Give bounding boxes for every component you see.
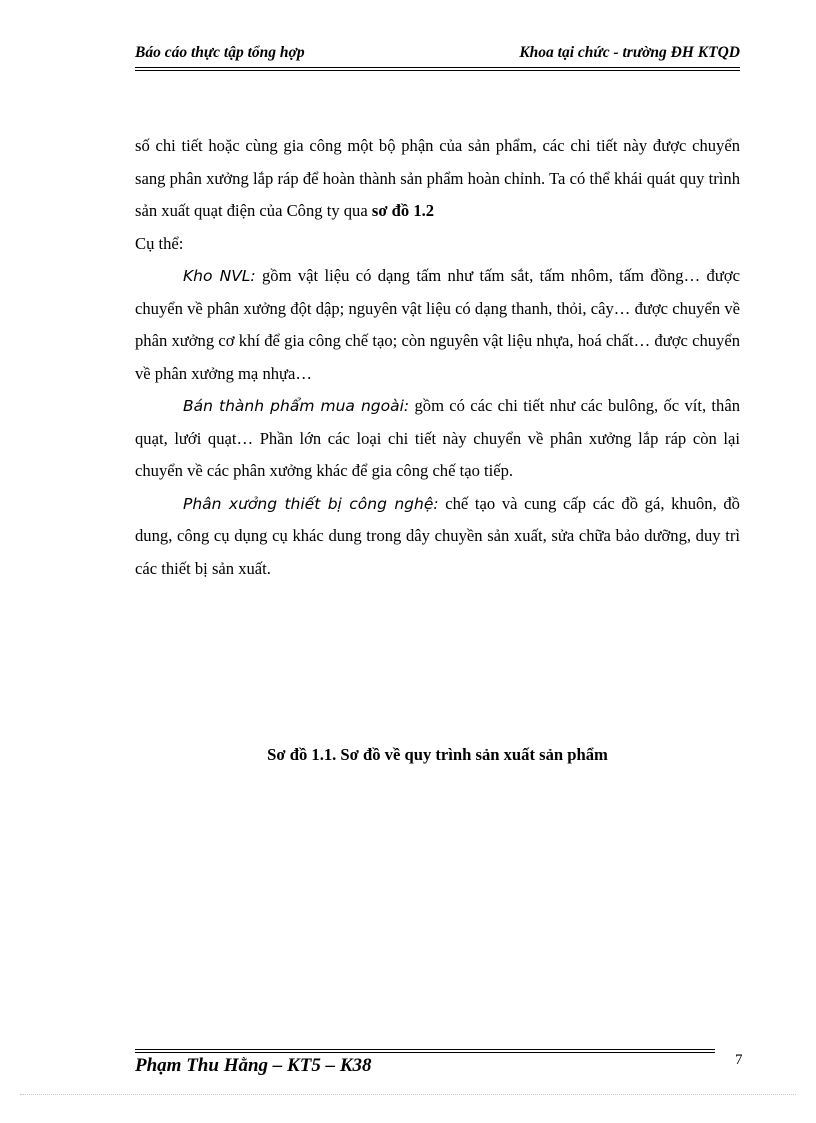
page-edge-divider [20, 1094, 796, 1095]
diagram-caption: Sơ đồ 1.1. Sơ đồ về quy trình sản xuất sản phẩm [267, 745, 608, 764]
diagram-reference: sơ đồ 1.2 [371, 201, 435, 220]
header-left-title: Báo cáo thực tập tổng hợp [135, 44, 305, 61]
paragraph-1-text: số chi tiết hoặc cùng gia công một bộ phận của sản phẩm, các chi tiết này được chuyển sang phân xưởng lắp ráp để hoàn thành sản phẩm hoàn chỉnh. Ta có thể khái quát quy trình sản xuất quạt điện của Công ty qua [135, 136, 740, 220]
paragraph-5-text: chế tạo và cung cấp các đồ gá, khuôn, đồ dung, công cụ dụng cụ khác dung trong dây chuyền sản xuất, sửa chữa bảo dưỡng, duy trì các thiết bị sản xuất. [135, 493, 740, 578]
paragraph-3 [135, 260, 740, 390]
paragraph-5 [135, 488, 740, 586]
document-body [135, 130, 740, 585]
paragraph-4-lead: Bán thành phẩm mua ngoài: [183, 397, 410, 415]
header-right-title: Khoa tại chức - trường ĐH KTQD [519, 44, 740, 61]
paragraph-5-lead: Phân xưởng thiết bị công nghệ: [183, 494, 439, 513]
footer-rule [135, 1049, 715, 1053]
paragraph-1 [135, 130, 740, 228]
paragraph-3-text: gồm vật liệu có dạng tấm như tấm sắt, tấm nhôm, tấm đồng… được chuyển về phân xưởng đột dập; nguyên vật liệu có dạng thanh, thỏi, cây… được chuyển về phân xưởng cơ khí để gia công chế tạo; còn nguyên vật liệu nhựa, hoá chất… được chuyển về phân xưởng mạ nhựa… [135, 266, 740, 383]
paragraph-3-lead: Kho NVL: [183, 267, 256, 285]
paragraph-4-text: gồm có các chi tiết như các bulông, ốc vít, thân quạt, lưới quạt… Phần lớn các loại chi tiết này chuyển về phân xưởng lắp ráp còn lại chuyển về các phân xưởng khác để gia công chế tạo tiếp. [135, 396, 740, 480]
paragraph-4 [135, 390, 740, 488]
paragraph-2: Cụ thể: [135, 233, 184, 253]
page-header [135, 44, 740, 65]
header-rule [135, 67, 740, 71]
page-number: 7 [735, 1052, 743, 1068]
footer-author: Phạm Thu Hằng – KT5 – K38 [135, 1055, 372, 1076]
